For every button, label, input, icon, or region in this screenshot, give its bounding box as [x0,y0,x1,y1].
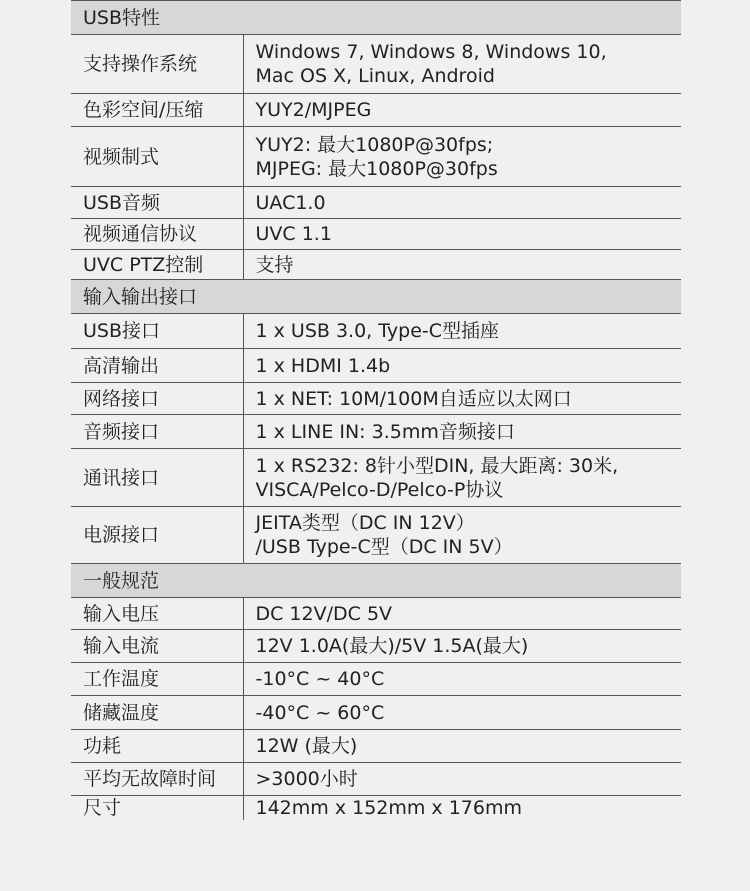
spec-key: 功耗 [71,730,243,763]
table-row [71,696,681,730]
table-row [71,630,681,663]
section-header [71,1,681,35]
spec-value [243,94,681,127]
spec-value-line: Mac OS X, Linux, Android [255,65,495,87]
spec-value [243,630,681,663]
spec-key: 视频制式 [71,127,243,187]
spec-value-line: 12W (最大) [255,735,358,757]
spec-value-line: 1 x USB 3.0, Type-C型插座 [255,320,500,342]
spec-value-line: UVC 1.1 [255,223,332,245]
spec-value [243,696,681,730]
spec-value-line: 142mm x 152mm x 176mm [255,797,522,819]
spec-key: 支持操作系统 [71,35,243,94]
spec-value-line: YUY2/MJPEG [255,99,372,121]
table-row [71,383,681,415]
spec-value-line: 支持 [255,253,294,276]
spec-value-line: -40°C ~ 60°C [255,701,385,724]
spec-value-line: 1 x HDMI 1.4b [255,354,391,377]
spec-value [243,507,681,564]
spec-key: 色彩空间/压缩 [71,94,243,127]
section-title: 输入输出接口 [71,280,681,314]
spec-value-line: 1 x LINE IN: 3.5mm音频接口 [255,420,515,443]
spec-value [243,763,681,796]
section-header [71,564,681,598]
spec-value [243,449,681,507]
spec-value [243,415,681,449]
spec-value-line: /USB Type-C型（DC IN 5V） [255,536,513,558]
table-row [71,35,681,94]
table-row [71,449,681,507]
table-row [71,349,681,383]
spec-key: 网络接口 [71,383,243,415]
spec-key: 工作温度 [71,663,243,696]
spec-key: 电源接口 [71,507,243,564]
spec-value [243,187,681,219]
spec-value-line: 1 x NET: 10M/100M自适应以太网口 [255,387,572,410]
spec-value [243,219,681,250]
spec-value [243,127,681,187]
spec-value-line: 12V 1.0A(最大)/5V 1.5A(最大) [255,635,529,657]
table-row [71,663,681,696]
spec-key: UVC PTZ控制 [71,250,243,280]
spec-key: 储藏温度 [71,696,243,730]
table-row [71,314,681,349]
spec-value [243,598,681,630]
spec-key: USB音频 [71,187,243,219]
spec-key: 输入电压 [71,598,243,630]
spec-value-line: VISCA/Pelco-D/Pelco-P协议 [255,478,504,501]
spec-value [243,730,681,763]
spec-key: 音频接口 [71,415,243,449]
section-title: 一般规范 [71,564,681,598]
table-row [71,127,681,187]
spec-key: 高清输出 [71,349,243,383]
spec-key: 尺寸 [83,797,122,819]
spec-key: 输入电流 [71,630,243,663]
spec-key: USB接口 [71,314,243,349]
spec-key: 通讯接口 [71,449,243,507]
table-row [71,598,681,630]
spec-value-line: Windows 7, Windows 8, Windows 10, [255,41,607,63]
table-row [71,763,681,796]
spec-value-line: JEITA类型（DC IN 12V） [255,512,475,534]
spec-value [243,663,681,696]
spec-value-line: UAC1.0 [255,191,326,214]
spec-key: 视频通信协议 [71,219,243,250]
table-row [71,507,681,564]
spec-value [243,796,681,821]
spec-value [243,383,681,415]
spec-value [243,349,681,383]
spec-key: 平均无故障时间 [71,763,243,796]
table-row [71,415,681,449]
table-row [71,730,681,763]
spec-value [243,35,681,94]
spec-value-line: -10°C ~ 40°C [255,668,385,690]
table-row [71,94,681,127]
spec-value-line: DC 12V/DC 5V [255,602,393,625]
spec-value [243,250,681,280]
spec-value-line: 1 x RS232: 8针小型DIN, 最大距离: 30米, [255,454,619,477]
spec-value [243,314,681,349]
table-row [71,187,681,219]
table-row [71,796,681,821]
spec-value-line: >3000小时 [255,768,358,790]
spec-value-line: MJPEG: 最大1080P@30fps [255,157,498,180]
section-header [71,280,681,314]
section-title: USB特性 [71,1,681,35]
table-row [71,250,681,280]
spec-table [71,0,681,820]
table-row [71,219,681,250]
spec-value-line: YUY2: 最大1080P@30fps; [255,133,494,156]
